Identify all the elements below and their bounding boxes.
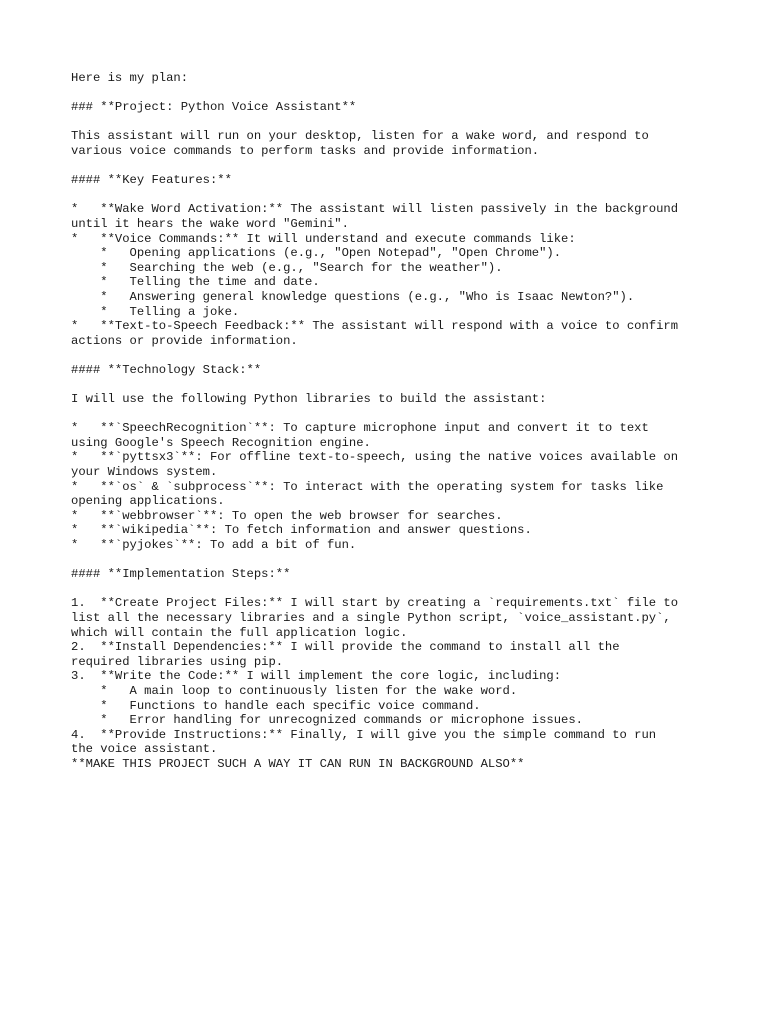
text-line: * **`SpeechRecognition`**: To capture microphone input and convert it to text — [71, 421, 649, 436]
text-line: * Telling a joke. — [71, 304, 240, 319]
text-line: * **`os` & `subprocess`**: To interact with the operating system for tasks like — [71, 479, 664, 494]
text-line: #### **Key Features:** — [71, 173, 232, 188]
text-line: your Windows system. — [71, 465, 218, 480]
text-line — [71, 553, 731, 568]
text-line: * **`pyjokes`**: To add a bit of fun. — [71, 538, 357, 552]
text-line: * Telling the time and date. — [71, 275, 320, 290]
text-line: opening applications. — [71, 494, 225, 509]
text-line: actions or provide information. — [71, 333, 298, 348]
text-line: using Google's Speech Recognition engine. — [71, 435, 371, 450]
text-line: I will use the following Python libraries to build the assistant: — [71, 392, 547, 407]
text-line: * Searching the web (e.g., "Search for the weather"). — [71, 260, 503, 275]
text-line: #### **Implementation Steps:** — [71, 567, 291, 582]
text-line: ### **Project: Python Voice Assistant** — [71, 100, 357, 115]
text-line: 2. **Install Dependencies:** I will provide the command to install all the — [71, 640, 620, 655]
text-line: * **`wikipedia`**: To fetch information and answer questions. — [71, 523, 532, 538]
text-line: * A main loop to continuously listen for the wake word. — [71, 683, 518, 698]
text-line: until it hears the wake word "Gemini". — [71, 216, 349, 231]
text-line: #### **Technology Stack:** — [71, 362, 262, 377]
plan-text — [71, 71, 731, 772]
text-line — [71, 407, 731, 422]
text-line: 4. **Provide Instructions:** Finally, I will give you the simple command to run — [71, 727, 657, 742]
text-line — [71, 86, 731, 101]
text-line: which will contain the full application logic. — [71, 625, 408, 640]
text-line: 1. **Create Project Files:** I will start by creating a `requirements.txt` file to — [71, 596, 679, 611]
text-line: required libraries using pip. — [71, 654, 284, 669]
text-line: various voice commands to perform tasks and provide information. — [71, 143, 540, 158]
text-line: 3. **Write the Code:** I will implement the core logic, including: — [71, 669, 562, 684]
text-line — [71, 115, 731, 130]
text-line: * **Text-to-Speech Feedback:** The assistant will respond with a voice to confirm — [71, 319, 679, 334]
text-line: list all the necessary libraries and a single Python script, `voice_assistant.py`, — [71, 610, 671, 625]
text-line: the voice assistant. — [71, 742, 218, 757]
text-line: * **`pyttsx3`**: For offline text-to-speech, using the native voices available on — [71, 450, 679, 465]
text-line: * Answering general knowledge questions (e.g., "Who is Isaac Newton?"). — [71, 289, 635, 304]
text-line — [71, 159, 731, 174]
text-line: * Opening applications (e.g., "Open Notepad", "Open Chrome"). — [71, 246, 562, 261]
text-line: * Functions to handle each specific voice command. — [71, 698, 481, 713]
text-line: * Error handling for unrecognized commands or microphone issues. — [71, 713, 583, 728]
text-line — [71, 188, 731, 203]
text-line: * **`webbrowser`**: To open the web browser for searches. — [71, 508, 503, 523]
text-line: Here is my plan: — [71, 71, 189, 85]
text-line — [71, 348, 731, 363]
text-line — [71, 377, 731, 392]
text-line: **MAKE THIS PROJECT SUCH A WAY IT CAN RUN IN BACKGROUND ALSO** — [71, 756, 525, 771]
text-line — [71, 582, 731, 597]
text-line: * **Wake Word Activation:** The assistant will listen passively in the background — [71, 202, 679, 217]
text-line: This assistant will run on your desktop, listen for a wake word, and respond to — [71, 129, 649, 144]
text-line: * **Voice Commands:** It will understand and execute commands like: — [71, 231, 576, 246]
